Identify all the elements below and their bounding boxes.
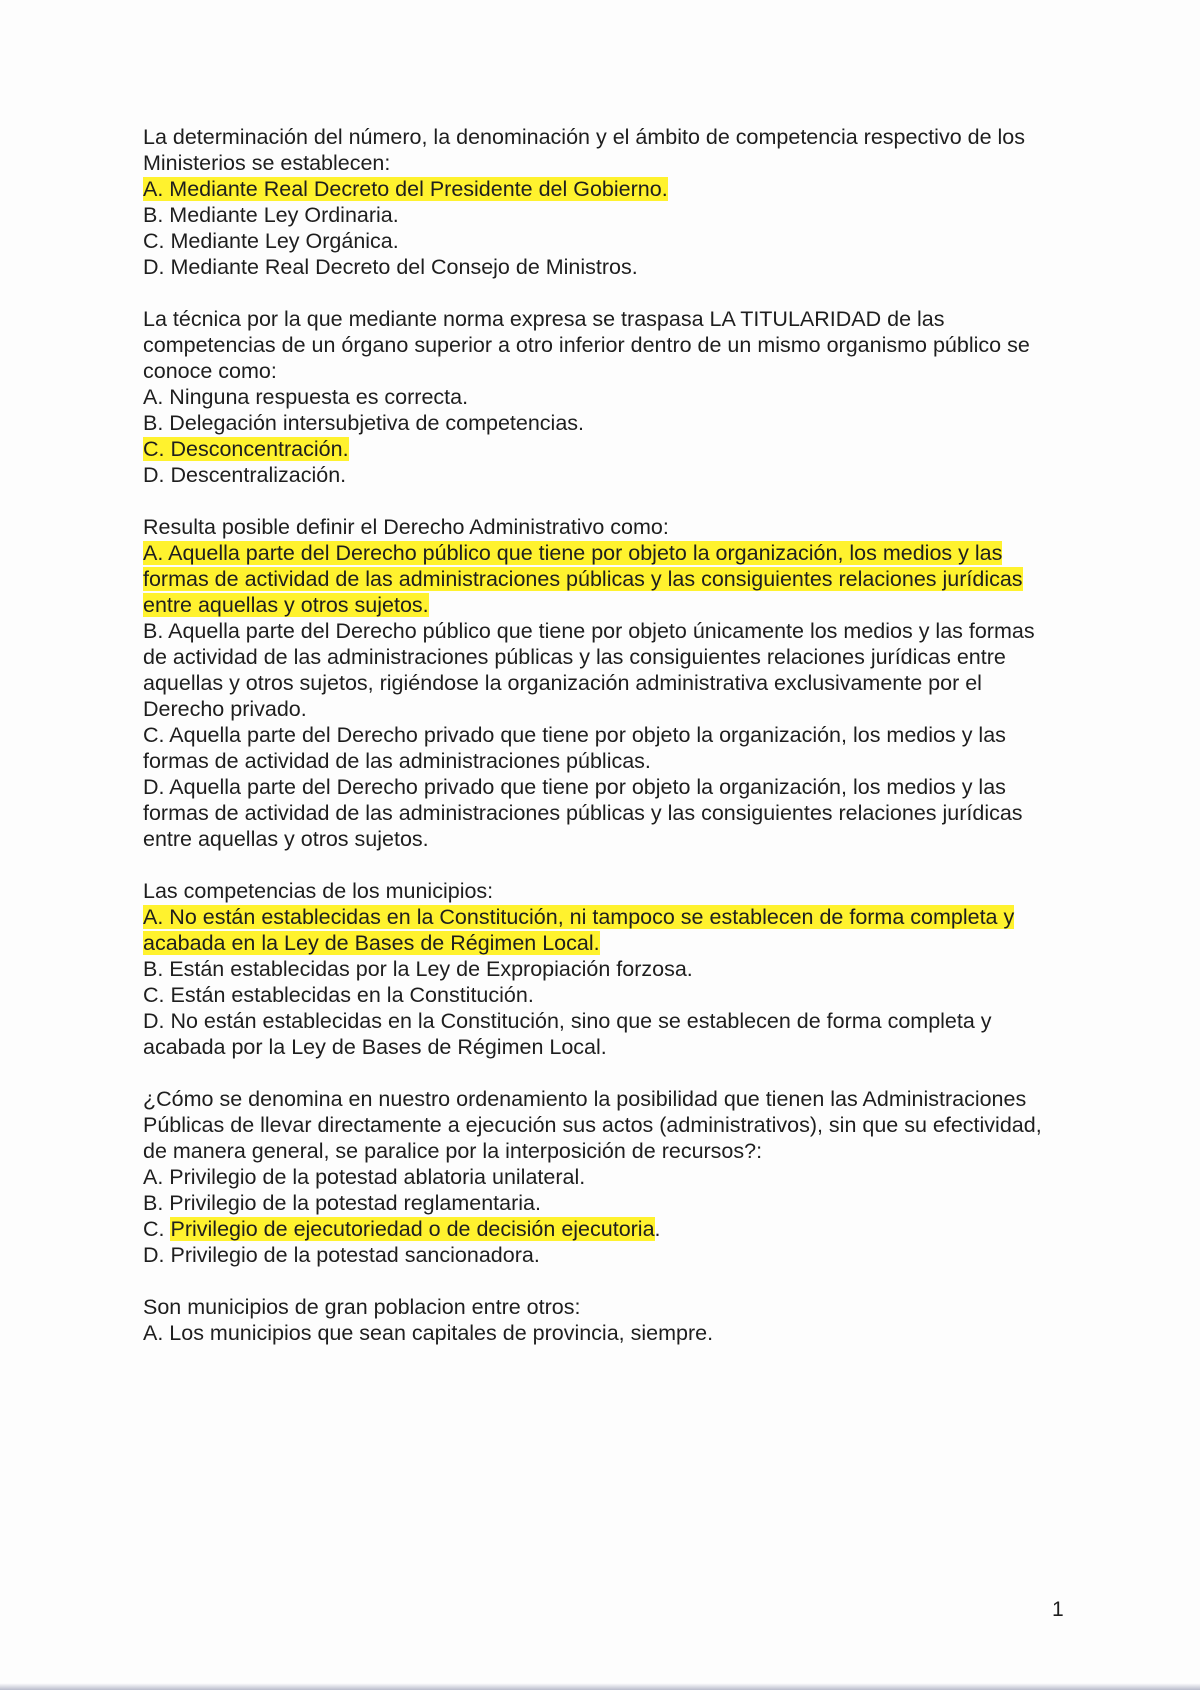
question-5 <box>143 1086 1063 1268</box>
answer-option-a <box>143 904 1063 956</box>
answer-option-c: C. Aquella parte del Derecho privado que tiene por objeto la organización, los medios y las formas de actividad de las administraciones públicas. <box>143 723 1006 773</box>
answer-option-d: D. Aquella parte del Derecho privado que tiene por objeto la organización, los medios y las formas de actividad de las administraciones públicas y las consiguientes relaciones jurídicas entre aquellas y otros sujetos. <box>143 775 1023 851</box>
answer-option-c: C. Mediante Ley Orgánica. <box>143 229 399 253</box>
answer-option-b: B. Aquella parte del Derecho público que tiene por objeto únicamente los medios y las formas de actividad de las administraciones públicas y las consiguientes relaciones jurídicas entre aquellas y otros sujetos, rigiéndose la organización administrativa exclusivamente por el Derecho privado. <box>143 619 1035 721</box>
answer-option-a: A. Privilegio de la potestad ablatoria unilateral. <box>143 1165 586 1189</box>
highlighted-answer: A. Aquella parte del Derecho público que tiene por objeto la organización, los medios y las formas de actividad de las administraciones públicas y las consiguientes relaciones jurídicas entre aquellas y otros sujetos. <box>143 541 1023 617</box>
scan-bottom-edge <box>0 1683 1200 1690</box>
question-stem: Resulta posible definir el Derecho Administrativo como: <box>143 515 669 539</box>
answer-option-d: D. No están establecidas en la Constitución, sino que se establecen de forma completa y acabada por la Ley de Bases de Régimen Local. <box>143 1009 992 1059</box>
answer-option-c: C. Están establecidas en la Constitución. <box>143 983 534 1007</box>
page-number: 1 <box>1052 1598 1064 1621</box>
answer-option-a: A. Ninguna respuesta es correcta. <box>143 385 469 409</box>
answer-option-c <box>143 1216 1063 1242</box>
answer-option-a: A. Los municipios que sean capitales de provincia, siempre. <box>143 1321 714 1345</box>
highlighted-answer: Privilegio de ejecutoriedad o de decisión ejecutoria <box>170 1217 655 1241</box>
answer-option-d: D. Mediante Real Decreto del Consejo de Ministros. <box>143 255 638 279</box>
highlighted-answer: C. Desconcentración. <box>143 437 349 461</box>
question-stem: ¿Cómo se denomina en nuestro ordenamiento la posibilidad que tienen las Administraciones Públicas de llevar directamente a ejecución sus actos (administrativos), sin que su efectividad, de manera general, se paralice por la interposición de recursos?: <box>143 1087 1042 1163</box>
answer-option-a <box>143 540 1063 618</box>
question-stem: La determinación del número, la denominación y el ámbito de competencia respectivo de los Ministerios se establecen: <box>143 125 1026 175</box>
highlighted-answer: A. No están establecidas en la Constitución, ni tampoco se establecen de forma completa y acabada en la Ley de Bases de Régimen Local. <box>143 905 1015 955</box>
question-4 <box>143 878 1063 1060</box>
answer-option-a <box>143 176 1063 202</box>
answer-option-b: B. Están establecidas por la Ley de Expropiación forzosa. <box>143 957 693 981</box>
answer-option-d: D. Descentralización. <box>143 463 347 487</box>
option-letter: C. <box>143 1217 171 1241</box>
answer-option-b: B. Mediante Ley Ordinaria. <box>143 203 399 227</box>
question-stem: Las competencias de los municipios: <box>143 879 494 903</box>
option-suffix: . <box>654 1217 661 1241</box>
question-stem: La técnica por la que mediante norma expresa se traspasa LA TITULARIDAD de las competencias de un órgano superior a otro inferior dentro de un mismo organismo público se conoce como: <box>143 307 1030 383</box>
answer-option-b: B. Delegación intersubjetiva de competencias. <box>143 411 585 435</box>
answer-option-c <box>143 436 1063 462</box>
question-2 <box>143 306 1063 488</box>
answer-option-d: D. Privilegio de la potestad sancionadora. <box>143 1243 540 1267</box>
question-stem: Son municipios de gran poblacion entre otros: <box>143 1295 581 1319</box>
answer-option-b: B. Privilegio de la potestad reglamentaria. <box>143 1191 541 1215</box>
question-3 <box>143 514 1063 852</box>
questions-content <box>143 124 1063 1372</box>
question-6 <box>143 1294 1063 1346</box>
highlighted-answer: A. Mediante Real Decreto del Presidente del Gobierno. <box>143 177 668 201</box>
question-1 <box>143 124 1063 280</box>
